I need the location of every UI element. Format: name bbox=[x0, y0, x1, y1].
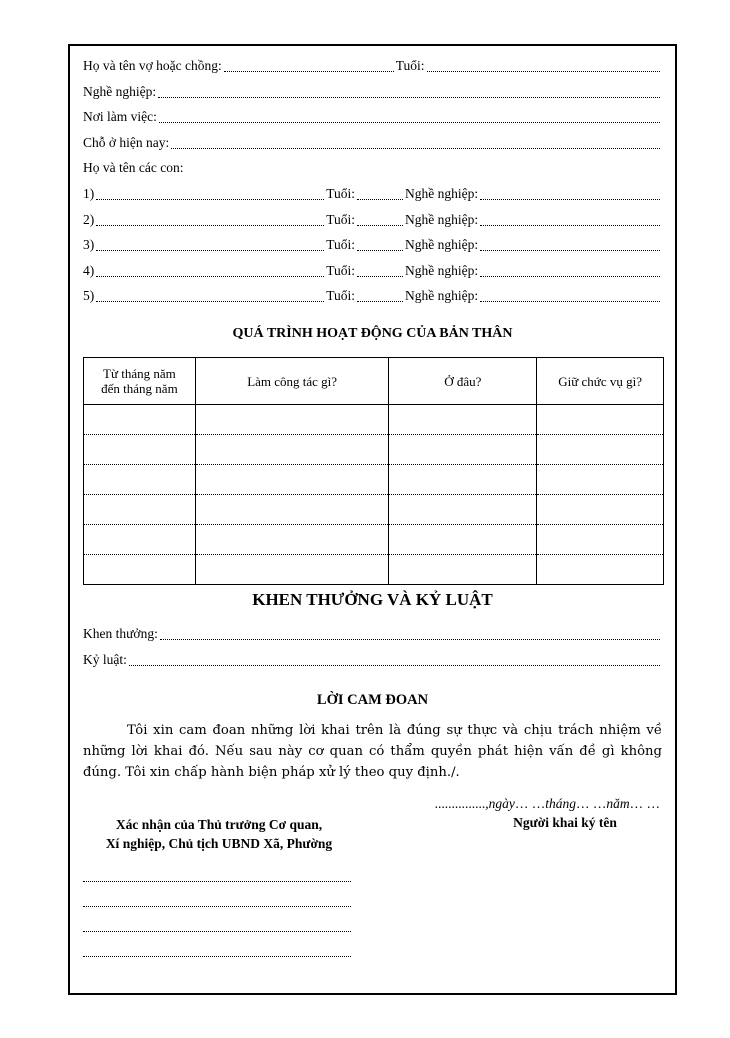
spouse-age-field[interactable] bbox=[427, 59, 660, 72]
spouse-residence-label: Chỗ ở hiện nay: bbox=[83, 135, 170, 150]
spouse-workplace-label: Nơi làm việc: bbox=[83, 109, 157, 124]
date-dots: ..............., bbox=[434, 796, 489, 811]
child-age-label: Tuổi: bbox=[326, 288, 356, 303]
spouse-workplace-line[interactable] bbox=[83, 108, 662, 126]
history-col-period-line1: Từ tháng năm bbox=[103, 366, 176, 381]
child-name-field[interactable] bbox=[96, 213, 324, 226]
discipline-label: Kỷ luật: bbox=[83, 652, 127, 667]
child-row[interactable] bbox=[83, 185, 662, 203]
child-job-label: Nghề nghiệp: bbox=[405, 186, 479, 201]
history-col-position: Giữ chức vụ gì? bbox=[537, 358, 664, 405]
declarant-signature-title: Người khai ký tên bbox=[513, 815, 617, 830]
child-job-field[interactable] bbox=[480, 213, 660, 226]
child-age-field[interactable] bbox=[357, 289, 403, 302]
child-name-field[interactable] bbox=[96, 238, 324, 251]
pledge-title: LỜI CAM ĐOAN bbox=[316, 692, 429, 708]
spouse-name-field[interactable] bbox=[224, 59, 394, 72]
child-row[interactable] bbox=[83, 211, 662, 229]
children-title: Họ và tên các con: bbox=[83, 160, 184, 175]
child-name-field[interactable] bbox=[96, 187, 324, 200]
child-job-field[interactable] bbox=[480, 238, 660, 251]
child-row-number: 2) bbox=[83, 212, 95, 227]
children-title-line bbox=[83, 159, 662, 177]
spouse-job-label: Nghề nghiệp: bbox=[83, 84, 157, 99]
spouse-residence-field[interactable] bbox=[171, 136, 660, 149]
child-age-label: Tuổi: bbox=[326, 237, 356, 252]
history-table bbox=[83, 357, 664, 585]
spouse-job-line[interactable] bbox=[83, 83, 662, 101]
date-sep: … … bbox=[514, 796, 546, 811]
confirmation-line1: Xác nhận của Thủ trưởng Cơ quan, bbox=[115, 817, 323, 832]
reward-field[interactable] bbox=[160, 627, 660, 640]
spouse-name-line[interactable] bbox=[83, 57, 662, 75]
confirmation-dotted-line[interactable] bbox=[83, 880, 351, 882]
history-col-period bbox=[84, 358, 196, 405]
child-job-field[interactable] bbox=[480, 187, 660, 200]
child-row[interactable] bbox=[83, 262, 662, 280]
table-row[interactable] bbox=[84, 405, 664, 435]
table-row[interactable] bbox=[84, 525, 664, 555]
child-age-field[interactable] bbox=[357, 187, 403, 200]
date-sep: … … bbox=[629, 796, 660, 811]
table-row[interactable] bbox=[84, 495, 664, 525]
date-day-label: ngày bbox=[488, 796, 515, 811]
child-age-label: Tuổi: bbox=[326, 263, 356, 278]
history-col-period-line2: đến tháng năm bbox=[101, 381, 178, 396]
reward-label: Khen thưởng: bbox=[83, 626, 158, 641]
child-age-label: Tuổi: bbox=[326, 212, 356, 227]
confirmation-block bbox=[83, 815, 355, 853]
child-job-label: Nghề nghiệp: bbox=[405, 288, 479, 303]
history-col-work: Làm công tác gì? bbox=[195, 358, 389, 405]
child-row-number: 4) bbox=[83, 263, 95, 278]
child-job-label: Nghề nghiệp: bbox=[405, 212, 479, 227]
child-row-number: 5) bbox=[83, 288, 95, 303]
spouse-workplace-field[interactable] bbox=[159, 110, 660, 123]
pledge-text: Tôi xin cam đoan những lời khai trên là đúng sự thực và chịu trách nhiệm về những lời khai đó. Nếu sau này cơ quan có thẩm quyền phát hiện vấn đề gì không đúng. Tôi xin chấp hành biện pháp xử lý theo quy định./. bbox=[83, 723, 662, 780]
child-job-field[interactable] bbox=[480, 289, 660, 302]
table-row[interactable] bbox=[84, 435, 664, 465]
child-name-field[interactable] bbox=[96, 264, 324, 277]
confirmation-dotted-line[interactable] bbox=[83, 905, 351, 907]
discipline-line[interactable] bbox=[83, 651, 662, 669]
child-row-number: 3) bbox=[83, 237, 95, 252]
history-title: QUÁ TRÌNH HOẠT ĐỘNG CỦA BẢN THÂN bbox=[232, 326, 513, 341]
rewards-title: KHEN THƯỞNG VÀ KỶ LUẬT bbox=[252, 590, 493, 609]
child-age-field[interactable] bbox=[357, 213, 403, 226]
confirmation-dotted-line[interactable] bbox=[83, 930, 351, 932]
child-row[interactable] bbox=[83, 236, 662, 254]
child-age-field[interactable] bbox=[357, 238, 403, 251]
spouse-residence-line[interactable] bbox=[83, 134, 662, 152]
history-header-row bbox=[84, 358, 664, 405]
table-row[interactable] bbox=[84, 465, 664, 495]
child-age-label: Tuổi: bbox=[326, 186, 356, 201]
history-col-place: Ở đâu? bbox=[389, 358, 537, 405]
date-sep: … … bbox=[576, 796, 607, 811]
spouse-job-field[interactable] bbox=[158, 85, 660, 98]
signature-date bbox=[435, 796, 660, 812]
discipline-field[interactable] bbox=[129, 653, 660, 666]
date-year-label: năm bbox=[606, 796, 630, 811]
child-row-number: 1) bbox=[83, 186, 95, 201]
child-job-label: Nghề nghiệp: bbox=[405, 263, 479, 278]
spouse-name-label: Họ và tên vợ hoặc chồng: bbox=[83, 58, 222, 73]
child-job-label: Nghề nghiệp: bbox=[405, 237, 479, 252]
table-row[interactable] bbox=[84, 555, 664, 585]
confirmation-dotted-line[interactable] bbox=[83, 955, 351, 957]
reward-line[interactable] bbox=[83, 625, 662, 643]
confirmation-line2: Xí nghiệp, Chủ tịch UBND Xã, Phường bbox=[105, 836, 333, 851]
child-name-field[interactable] bbox=[96, 289, 324, 302]
child-row[interactable] bbox=[83, 287, 662, 305]
child-age-field[interactable] bbox=[357, 264, 403, 277]
child-job-field[interactable] bbox=[480, 264, 660, 277]
date-month-label: tháng bbox=[545, 796, 576, 811]
spouse-age-label: Tuổi: bbox=[395, 58, 425, 73]
